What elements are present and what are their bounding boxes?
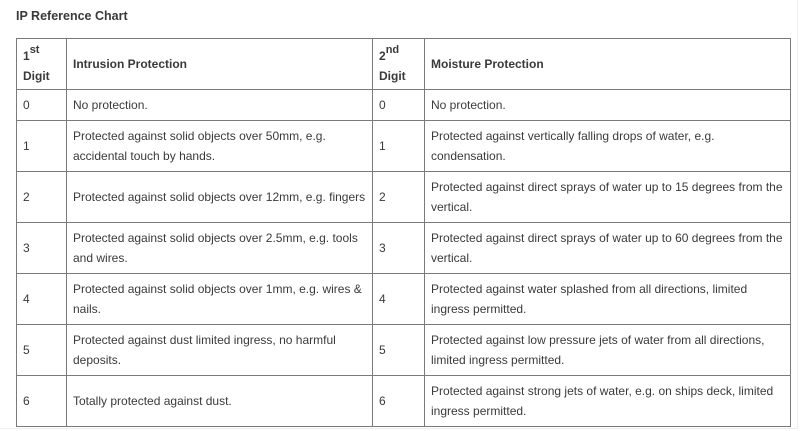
first-digit-cell: 5 [17, 325, 67, 376]
header-second-digit-word: Digit [379, 69, 406, 83]
moisture-cell: Protected against low pressure jets of water from all directions, limited ingress permitted. [425, 325, 791, 376]
intrusion-cell: Protected against solid objects over 12mm, e.g. fingers [67, 172, 373, 223]
intrusion-cell: Protected against solid objects over 1mm, e.g. wires & nails. [67, 274, 373, 325]
page-title: IP Reference Chart [16, 9, 128, 23]
second-digit-cell: 2 [373, 172, 425, 223]
table-row [17, 172, 791, 223]
table-row [17, 274, 791, 325]
header-second-digit-number: 2 [379, 49, 386, 63]
second-digit-cell: 6 [373, 376, 425, 427]
second-digit-cell: 5 [373, 325, 425, 376]
second-digit-cell: 4 [373, 274, 425, 325]
first-digit-cell: 6 [17, 376, 67, 427]
first-digit-cell: 4 [17, 274, 67, 325]
first-digit-cell: 1 [17, 121, 67, 172]
header-second-digit [373, 39, 425, 90]
moisture-cell: Protected against water splashed from all directions, limited ingress permitted. [425, 274, 791, 325]
header-second-digit-suffix: nd [385, 44, 400, 56]
table-row [17, 121, 791, 172]
second-digit-cell: 0 [373, 90, 425, 121]
moisture-cell: No protection. [425, 90, 791, 121]
moisture-cell: Protected against strong jets of water, e.g. on ships deck, limited ingress permitted. [425, 376, 791, 427]
intrusion-cell: No protection. [67, 90, 373, 121]
second-digit-cell: 3 [373, 223, 425, 274]
table-header-row [17, 39, 791, 90]
moisture-cell: Protected against vertically falling drops of water, e.g. condensation. [425, 121, 791, 172]
ip-reference-table [16, 38, 791, 427]
intrusion-cell: Protected against dust limited ingress, no harmful deposits. [67, 325, 373, 376]
second-digit-cell: 1 [373, 121, 425, 172]
header-moisture-protection: Moisture Protection [425, 39, 791, 90]
table-row [17, 325, 791, 376]
header-first-digit-word: Digit [23, 69, 50, 83]
moisture-cell: Protected against direct sprays of water up to 15 degrees from the vertical. [425, 172, 791, 223]
first-digit-cell: 3 [17, 223, 67, 274]
header-first-digit-number: 1 [23, 49, 30, 63]
table-row [17, 376, 791, 427]
intrusion-cell: Protected against solid objects over 50mm, e.g. accidental touch by hands. [67, 121, 373, 172]
header-first-digit [17, 39, 67, 90]
intrusion-cell: Protected against solid objects over 2.5mm, e.g. tools and wires. [67, 223, 373, 274]
table-row [17, 223, 791, 274]
table-row [17, 90, 791, 121]
intrusion-cell: Totally protected against dust. [67, 376, 373, 427]
first-digit-cell: 0 [17, 90, 67, 121]
header-first-digit-suffix: st [29, 44, 40, 56]
first-digit-cell: 2 [17, 172, 67, 223]
header-intrusion-protection: Intrusion Protection [67, 39, 373, 90]
moisture-cell: Protected against direct sprays of water up to 60 degrees from the vertical. [425, 223, 791, 274]
